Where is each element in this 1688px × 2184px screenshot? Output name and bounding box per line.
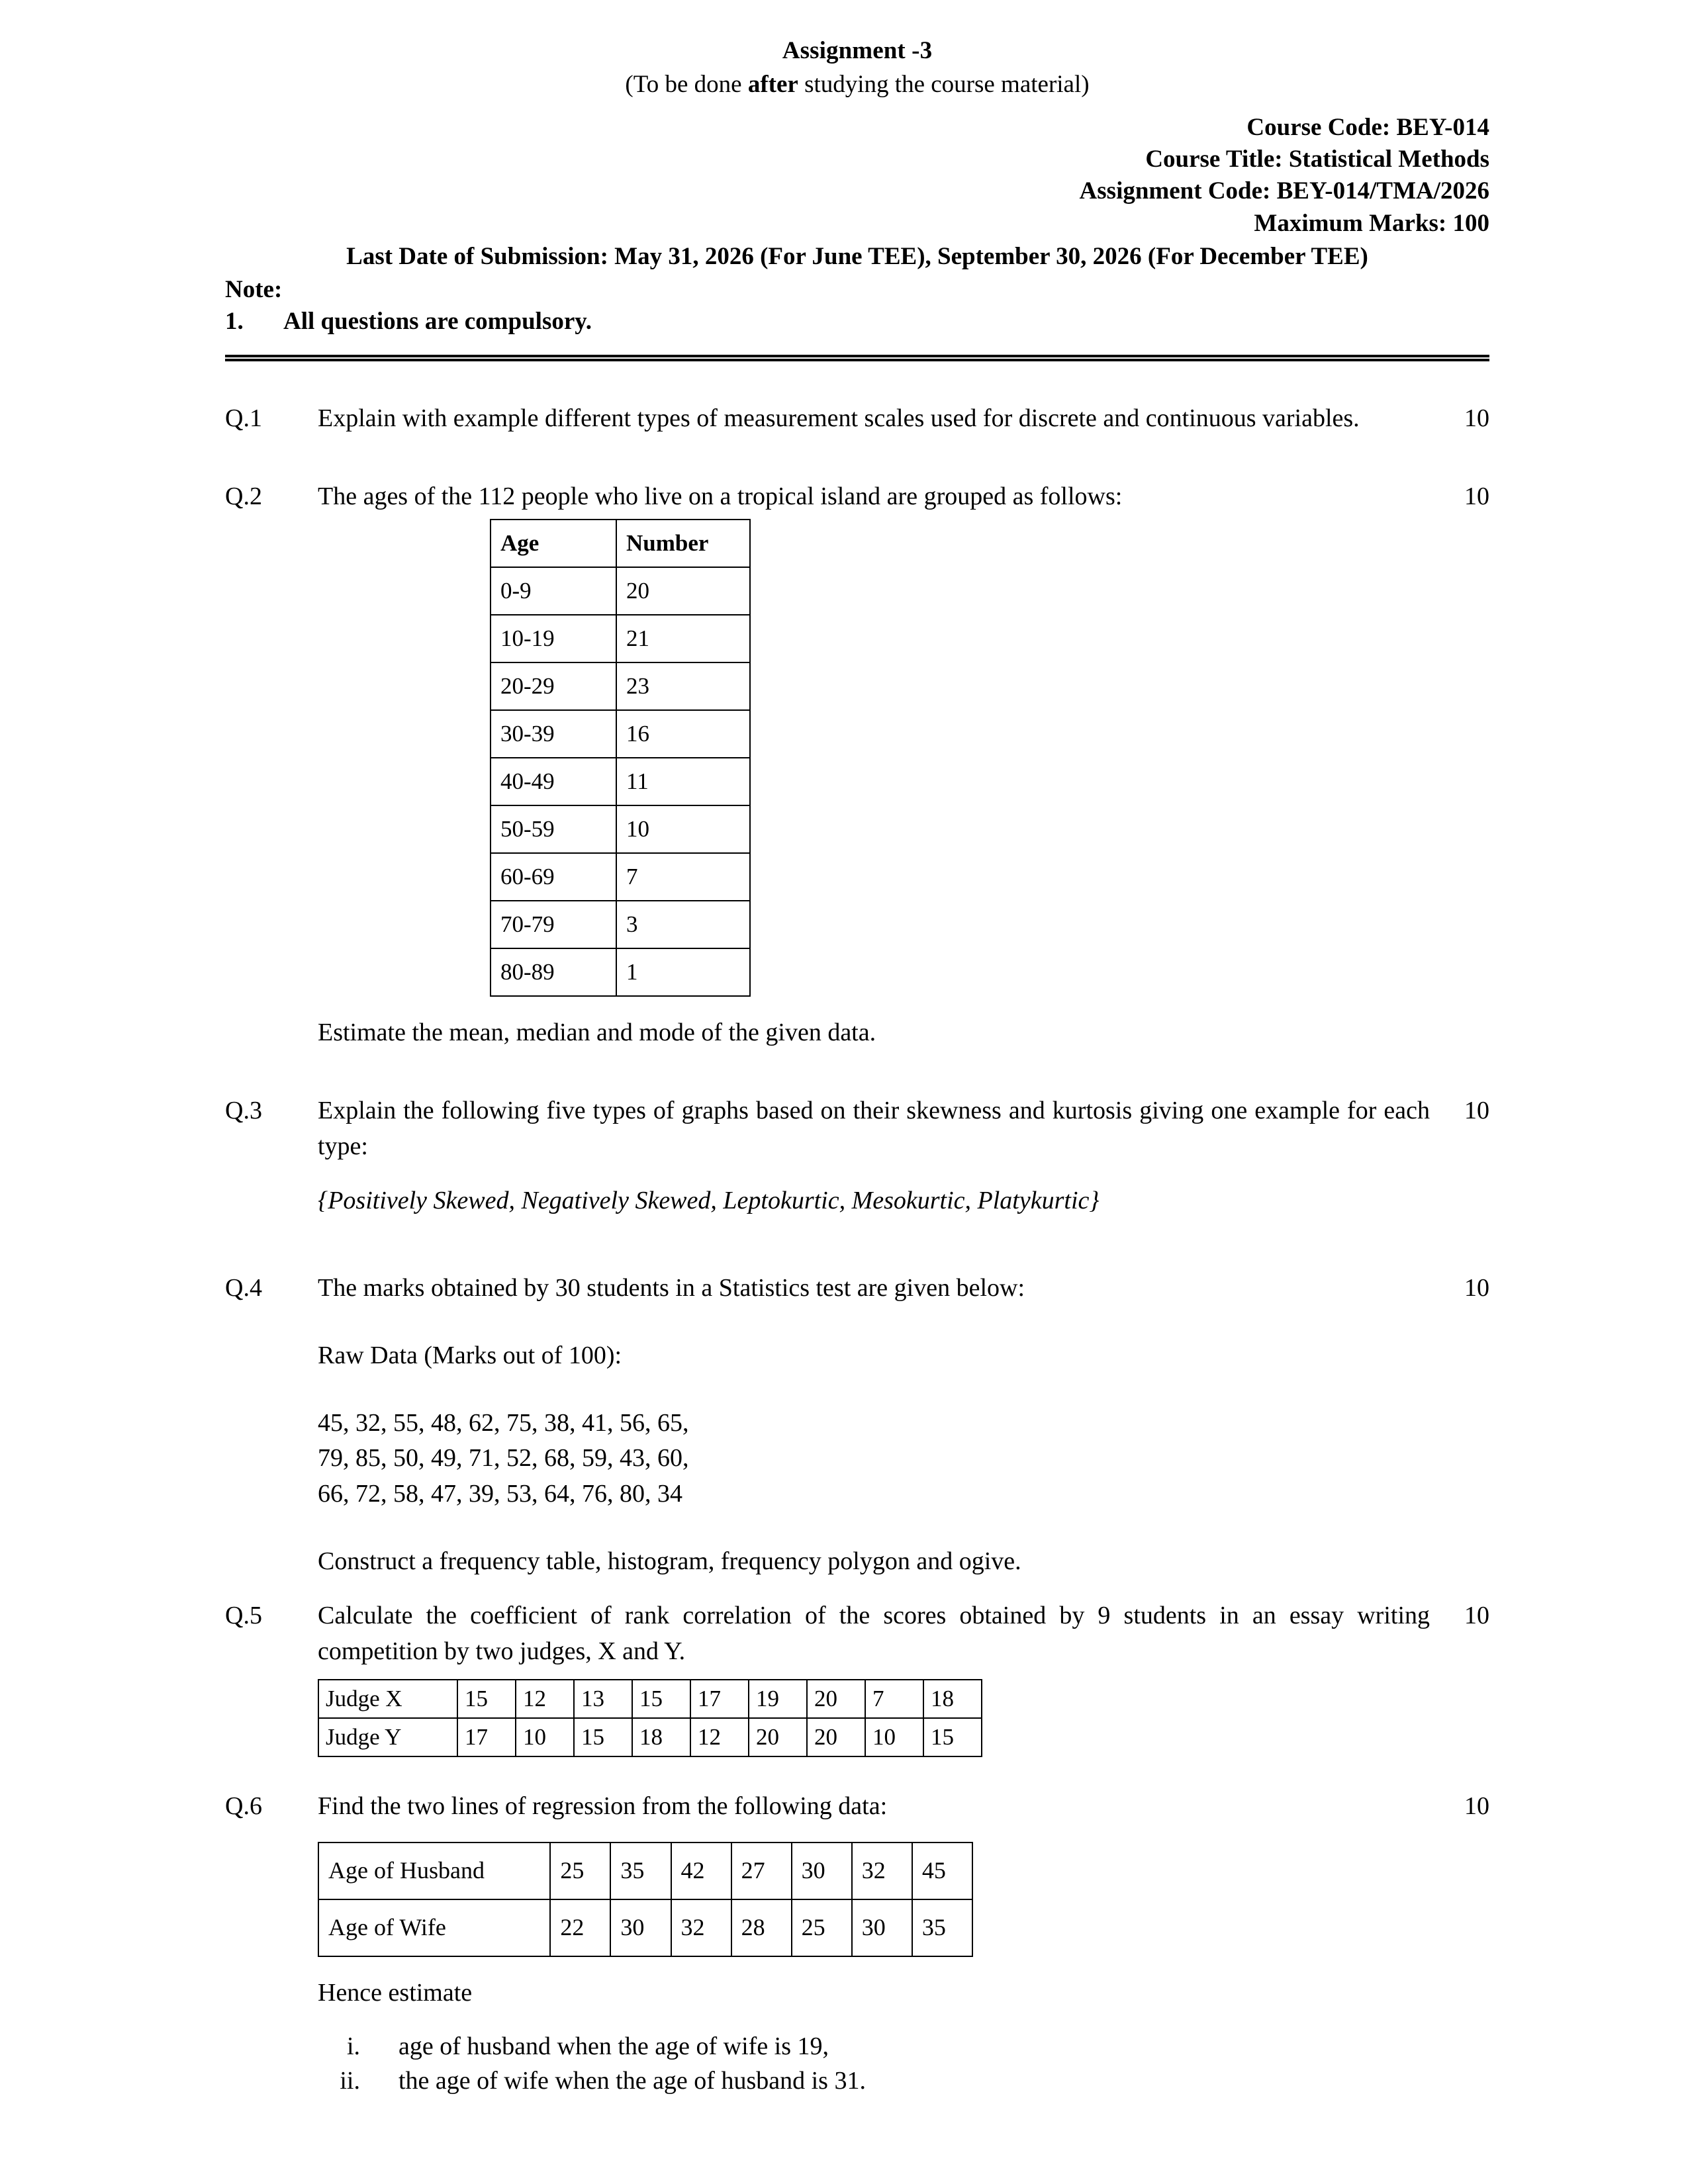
cell-age: 27 — [731, 1843, 792, 1899]
cell-age: 25 — [550, 1843, 610, 1899]
row-header-age-of-husband: Age of Husband — [318, 1843, 550, 1899]
question-closing-q4: Construct a frequency table, histogram, frequency polygon and ogive. — [318, 1547, 1021, 1576]
spacer — [225, 1957, 1516, 1976]
judge-scores-table — [318, 1679, 982, 1757]
roman-numeral: i. — [346, 2032, 360, 2061]
cell-age: 45 — [912, 1843, 972, 1899]
question-label-q1: Q.1 — [225, 404, 262, 432]
spacer — [225, 1219, 1516, 1271]
course-code: Course Code: BEY-014 — [1246, 114, 1489, 142]
question-closing-q2: Estimate the mean, median and mode of the given data. — [318, 1018, 876, 1046]
cell-age: 25 — [792, 1899, 852, 1956]
cell-number: 7 — [616, 853, 750, 901]
cell-age: 35 — [610, 1843, 671, 1899]
cell-score: 12 — [516, 1680, 574, 1718]
question-row-q5 — [225, 1598, 1516, 1670]
spacer — [225, 1051, 1516, 1093]
table-row — [318, 1680, 982, 1718]
spacer — [225, 997, 1516, 1015]
note-item — [225, 306, 1489, 338]
table-header-row — [491, 520, 750, 567]
subtitle-part-1: (To be done — [625, 70, 748, 98]
question-text-q3: Explain the following five types of graphs based on their skewness and kurtosis giving one example for each type: — [318, 1096, 1430, 1160]
note-number: 1. — [225, 307, 244, 335]
cell-score: 10 — [516, 1718, 574, 1756]
cell-age: 22 — [550, 1899, 610, 1956]
cell-score: 18 — [923, 1680, 982, 1718]
cell-age: 30-39 — [491, 710, 616, 758]
question-text-q2: The ages of the 112 people who live on a tropical island are grouped as follows: — [318, 482, 1123, 510]
question-label-q3: Q.3 — [225, 1096, 262, 1124]
table-row — [491, 615, 750, 662]
question-marks-q4: 10 — [1464, 1273, 1489, 1302]
note-text: All questions are compulsory. — [283, 307, 592, 335]
raw-data-line: 66, 72, 58, 47, 39, 53, 64, 76, 80, 34 — [318, 1480, 682, 1508]
raw-data-label: Raw Data (Marks out of 100): — [318, 1341, 622, 1369]
cell-number: 23 — [616, 662, 750, 710]
spacer — [225, 1580, 1516, 1598]
cell-score: 15 — [574, 1718, 632, 1756]
cell-number: 11 — [616, 758, 750, 805]
questions-area — [225, 401, 1516, 2099]
hence-estimate-label: Hence estimate — [318, 1979, 473, 2007]
last-date-of-submission: Last Date of Submission: May 31, 2026 (For June TEE), September 30, 2026 (For December TEE) — [346, 242, 1368, 270]
question-marks-q3: 10 — [1464, 1096, 1489, 1124]
course-meta-block — [225, 112, 1489, 239]
question-row-q4 — [225, 1271, 1516, 1306]
document-header — [225, 0, 1489, 338]
cell-age: 30 — [610, 1899, 671, 1956]
question-marks-q2: 10 — [1464, 482, 1489, 510]
cell-score: 10 — [865, 1718, 923, 1756]
question-row-q3 — [225, 1093, 1516, 1165]
row-header-judge-y: Judge Y — [318, 1718, 457, 1756]
table-row — [491, 853, 750, 901]
table-row — [491, 567, 750, 615]
cell-number: 20 — [616, 567, 750, 615]
table-row — [491, 948, 750, 996]
cell-score: 20 — [749, 1718, 807, 1756]
table-row — [318, 1718, 982, 1756]
cell-number: 1 — [616, 948, 750, 996]
question-text-q6: Find the two lines of regression from the following data: — [318, 1792, 888, 1821]
question-label-q6: Q.6 — [225, 1792, 262, 1821]
table-row — [491, 805, 750, 853]
cell-age: 50-59 — [491, 805, 616, 853]
header-divider — [225, 355, 1489, 361]
question-row-q1 — [225, 401, 1516, 437]
cell-number: 21 — [616, 615, 750, 662]
spacer — [225, 1757, 1516, 1789]
question-label-q2: Q.2 — [225, 482, 262, 510]
maximum-marks: Maximum Marks: 100 — [1254, 209, 1489, 237]
question-row-q6 — [225, 1789, 1516, 1825]
table-row — [491, 901, 750, 948]
sub-question-text: age of husband when the age of wife is 19, — [399, 2032, 829, 2061]
cell-age: 0-9 — [491, 567, 616, 615]
cell-age: 70-79 — [491, 901, 616, 948]
husband-wife-table — [318, 1842, 973, 1957]
cell-score: 15 — [457, 1680, 516, 1718]
roman-numeral: ii. — [340, 2066, 360, 2095]
sub-question-list — [318, 2030, 1516, 2098]
spacer — [225, 1374, 1516, 1406]
age-number-table-wrapper — [490, 519, 1516, 997]
table-row — [491, 710, 750, 758]
question-text-q5: Calculate the coefficient of rank correlation of the scores obtained by 9 students in an essay writing competition by two judges, X and Y. — [318, 1602, 1430, 1666]
raw-data-line: 45, 32, 55, 48, 62, 75, 38, 41, 56, 65, — [318, 1408, 689, 1437]
question-label-q5: Q.5 — [225, 1602, 262, 1630]
cell-score: 18 — [632, 1718, 690, 1756]
table-row — [318, 1899, 972, 1956]
spacer — [225, 1306, 1516, 1338]
cell-age: 20-29 — [491, 662, 616, 710]
spacer — [225, 437, 1516, 479]
cell-age: 28 — [731, 1899, 792, 1956]
cell-age: 35 — [912, 1899, 972, 1956]
spacer — [225, 1512, 1516, 1544]
cell-age: 32 — [671, 1899, 731, 1956]
page-title: Assignment -3 — [782, 37, 933, 64]
course-title: Course Title: Statistical Methods — [1145, 146, 1489, 173]
spacer — [225, 1165, 1516, 1183]
sub-question-text: the age of wife when the age of husband is 31. — [399, 2066, 866, 2095]
cell-score: 15 — [923, 1718, 982, 1756]
cell-score: 12 — [690, 1718, 749, 1756]
list-item — [318, 2064, 1516, 2099]
subtitle-part-2: studying the course material) — [798, 70, 1090, 98]
raw-data-line: 79, 85, 50, 49, 71, 52, 68, 59, 43, 60, — [318, 1444, 689, 1473]
cell-number: 3 — [616, 901, 750, 948]
row-header-age-of-wife: Age of Wife — [318, 1899, 550, 1956]
cell-score: 7 — [865, 1680, 923, 1718]
table-row — [318, 1843, 972, 1899]
cell-score: 20 — [807, 1718, 865, 1756]
list-item — [318, 2030, 1516, 2064]
assignment-code: Assignment Code: BEY-014/TMA/2026 — [1079, 177, 1489, 205]
cell-age: 10-19 — [491, 615, 616, 662]
age-number-table — [490, 519, 751, 997]
judge-scores-table-wrapper — [318, 1679, 1516, 1757]
cell-age: 42 — [671, 1843, 731, 1899]
cell-score: 20 — [807, 1680, 865, 1718]
cell-age: 40-49 — [491, 758, 616, 805]
cell-score: 13 — [574, 1680, 632, 1718]
question-marks-q1: 10 — [1464, 404, 1489, 432]
subtitle-emphasis: after — [747, 70, 798, 98]
page-subtitle — [225, 69, 1489, 101]
question-text-q1: Explain with example different types of measurement scales used for discrete and continuous variables. — [318, 404, 1360, 432]
cell-age: 80-89 — [491, 948, 616, 996]
question-row-q2 — [225, 479, 1516, 515]
cell-age: 30 — [792, 1843, 852, 1899]
cell-number: 10 — [616, 805, 750, 853]
column-header-number: Number — [616, 520, 750, 567]
cell-score: 17 — [457, 1718, 516, 1756]
graph-types-list: {Positively Skewed, Negatively Skewed, Leptokurtic, Mesokurtic, Platykurtic} — [318, 1186, 1100, 1214]
cell-number: 16 — [616, 710, 750, 758]
cell-age: 32 — [852, 1843, 912, 1899]
cell-score: 15 — [632, 1680, 690, 1718]
table-row — [491, 758, 750, 805]
question-marks-q5: 10 — [1464, 1602, 1489, 1630]
cell-age: 60-69 — [491, 853, 616, 901]
question-label-q4: Q.4 — [225, 1273, 262, 1302]
question-text-q4: The marks obtained by 30 students in a Statistics test are given below: — [318, 1273, 1025, 1302]
note-label: Note: — [225, 275, 283, 303]
husband-wife-table-wrapper — [318, 1842, 1516, 1957]
cell-score: 17 — [690, 1680, 749, 1718]
question-marks-q6: 10 — [1464, 1792, 1489, 1821]
cell-age: 30 — [852, 1899, 912, 1956]
cell-score: 19 — [749, 1680, 807, 1718]
table-row — [491, 662, 750, 710]
column-header-age: Age — [491, 520, 616, 567]
row-header-judge-x: Judge X — [318, 1680, 457, 1718]
